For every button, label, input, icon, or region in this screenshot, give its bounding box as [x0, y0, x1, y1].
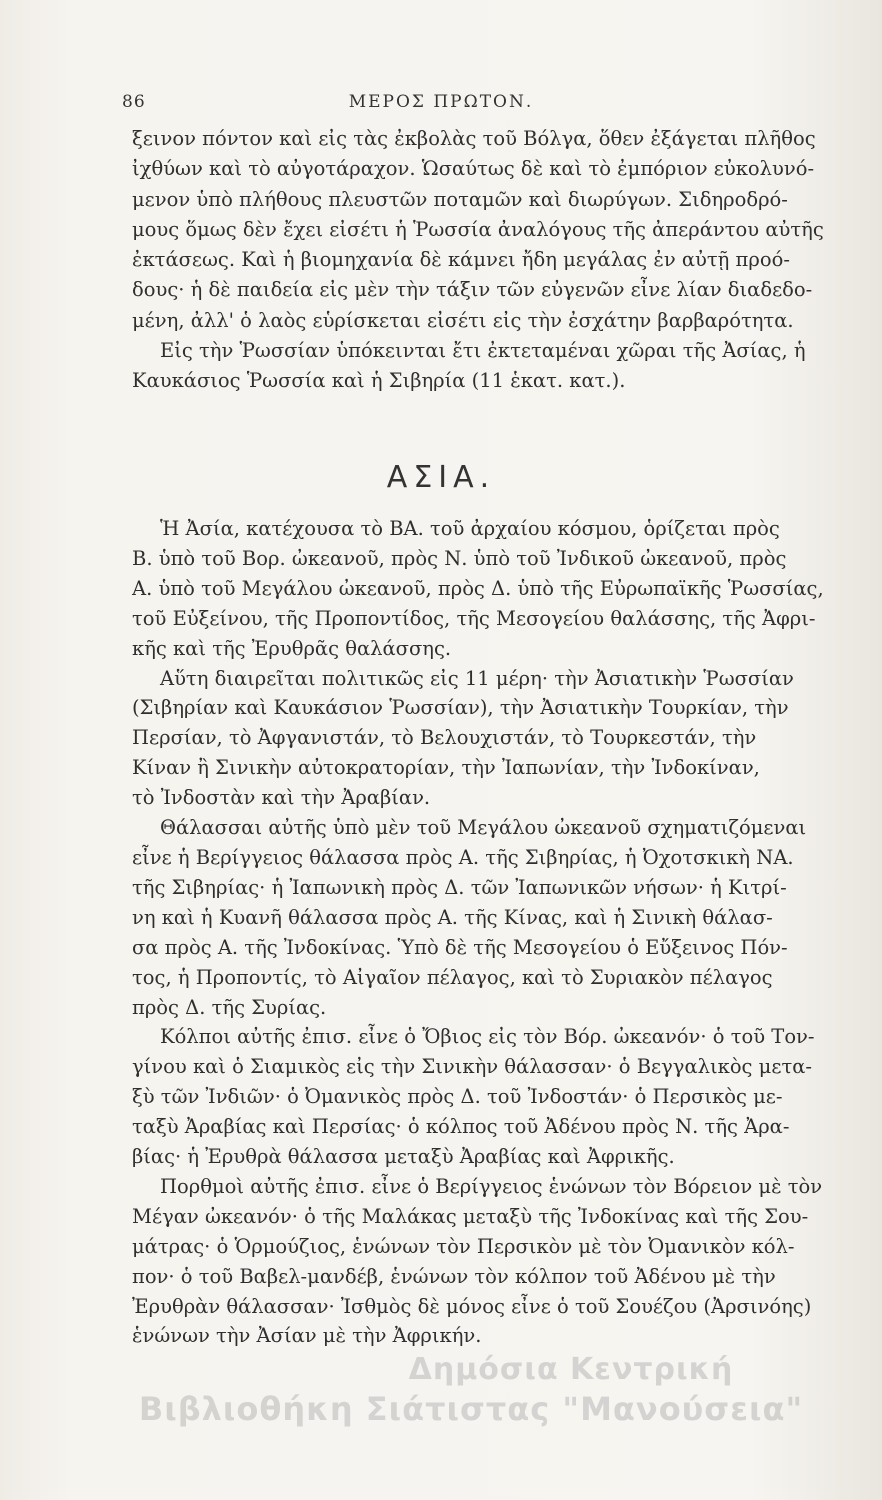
text-line: Πορθμοὶ αὐτῆς ἐπισ. εἶνε ὁ Βερίγγειος ἑνώνων τὸν Βόρειον μὲ τὸν: [160, 1174, 823, 1198]
page-number: 86: [122, 92, 146, 112]
text-line: Περσίαν, τὸ Ἀφγανιστάν, τὸ Βελουχιστάν, τὸ Τουρκεστάν, τὴν: [132, 726, 757, 750]
text-line: ξεινον πόντον καὶ εἰς τὰς ἐκβολὰς τοῦ Βόλγα, ὅθεν ἐξάγεται πλῆθος: [132, 127, 816, 150]
text-line: τος, ἡ Προποντίς, τὸ Αἰγαῖον πέλαγος, καὶ τὸ Συριακὸν πέλαγος: [132, 965, 773, 989]
text-line: Μέγαν ὠκεανόν· ὁ τῆς Μαλάκας μεταξὺ τῆς Ἰνδοκίνας καὶ τῆς Σου-: [132, 1204, 809, 1228]
text-line: εἶνε ἡ Βερίγγειος θάλασσα πρὸς Α. τῆς Σιβηρίας, ἡ Ὀχοτσκικὴ ΝΑ.: [132, 845, 794, 869]
text-line: πρὸς Δ. τῆς Συρίας.: [132, 995, 327, 1019]
text-line: Θάλασσαι αὐτῆς ὑπὸ μὲν τοῦ Μεγάλου ὠκεανοῦ σχηματιζόμεναι: [160, 816, 807, 840]
text-line: πον· ὁ τοῦ Βαβελ-μανδέβ, ἑνώνων τὸν κόλπον τοῦ Ἀδένου μὲ τὴν: [132, 1264, 776, 1288]
text-line: βίας· ἡ Ἐρυθρὰ θάλασσα μεταξὺ Ἀραβίας καὶ Ἀφρικῆς.: [132, 1145, 675, 1169]
text-line: ἑνώνων τὴν Ἀσίαν μὲ τὴν Ἀφρικήν.: [132, 1324, 482, 1348]
text-line: ξὺ τῶν Ἰνδιῶν· ὁ Ὀμανικὸς πρὸς Δ. τοῦ Ἰνδοστάν· ὁ Περσικὸς με-: [132, 1085, 783, 1109]
text-line: Καυκάσιος Ῥωσσία καὶ ἡ Σιβηρία (11 ἑκατ. κατ.).: [132, 369, 626, 393]
text-line: ἰχθύων καὶ τὸ αὐγοτάραχον. Ὡσαύτως δὲ καὶ τὸ ἐμπόριον εὐκολυνό-: [132, 157, 815, 181]
text-line: τῆς Σιβηρίας· ἡ Ἰαπωνικὴ πρὸς Δ. τῶν Ἰαπωνικῶν νήσων· ἡ Κιτρί-: [132, 875, 787, 899]
text-line: Α. ὑπὸ τοῦ Μεγάλου ὠκεανοῦ, πρὸς Δ. ὑπὸ τῆς Εὐρωπαϊκῆς Ῥωσσίας,: [132, 576, 824, 600]
text-line: (Σιβηρίαν καὶ Καυκάσιον Ῥωσσίαν), τὴν Ἀσιατικὴν Τουρκίαν, τὴν: [132, 696, 789, 720]
text-line: Β. ὑπὸ τοῦ Βορ. ὠκεανοῦ, πρὸς Ν. ὑπὸ τοῦ Ἰνδικοῦ ὠκεανοῦ, πρὸς: [132, 546, 787, 570]
text-line: ταξὺ Ἀραβίας καὶ Περσίας· ὁ κόλπος τοῦ Ἀδένου πρὸς Ν. τῆς Ἀρα-: [132, 1115, 790, 1139]
intro-paragraph: [132, 124, 852, 397]
text-line: Ἡ Ἀσία, κατέχουσα τὸ ΒΑ. τοῦ ἀρχαίου κόσμου, ὁρίζεται πρὸς: [160, 517, 780, 540]
text-line: μενον ὑπὸ πλήθους πλευστῶν ποταμῶν καὶ διωρύγων. Σιδηροδρό-: [132, 187, 788, 211]
text-line: δους· ἡ δὲ παιδεία εἰς μὲν τὴν τάξιν τῶν εὐγενῶν εἶνε λίαν διαδεδο-: [132, 278, 813, 302]
running-head: ΜΕΡΟΣ ΠΡΩΤΟΝ.: [348, 92, 534, 112]
text-line: γίνου καὶ ὁ Σιαμικὸς εἰς τὴν Σινικὴν θάλασσαν· ὁ Βεγγαλικὸς μετα-: [132, 1055, 812, 1079]
text-line: σα πρὸς Α. τῆς Ἰνδοκίνας. Ὑπὸ δὲ τῆς Μεσογείου ὁ Εὔξεινος Πόν-: [132, 935, 788, 959]
text-line: Εἰς τὴν Ῥωσσίαν ὑπόκεινται ἔτι ἐκτεταμέναι χῶραι τῆς Ἀσίας, ἡ: [160, 339, 806, 363]
library-watermark-line2: Βιβλιοθήκη Σιάτιστας "Μανούσεια": [138, 1390, 804, 1428]
library-watermark-line1: Δημόσια Κεντρική: [408, 1352, 734, 1387]
text-line: Αὕτη διαιρεῖται πολιτικῶς εἰς 11 μέρη· τὴν Ἀσιατικὴν Ῥωσσίαν: [160, 666, 794, 690]
section-title: ΑΣΙΑ.: [386, 460, 496, 495]
text-line: νη καὶ ἡ Κυανῆ θάλασσα πρὸς Α. τῆς Κίνας, καὶ ἡ Σινικὴ θάλασ-: [132, 905, 773, 929]
text-line: Ἐρυθρὰν θάλασσαν· Ἰσθμὸς δὲ μόνος εἶνε ὁ τοῦ Σουέζου (Ἀρσινόης): [132, 1294, 812, 1318]
text-line: τὸ Ἰνδοστὰν καὶ τὴν Ἀραβίαν.: [132, 786, 431, 810]
text-line: μους ὅμως δὲν ἔχει εἰσέτι ἡ Ῥωσσία ἀναλόγους τῆς ἀπεράντου αὐτῆς: [132, 217, 824, 241]
text-line: ἐκτάσεως. Καὶ ἡ βιομηχανία δὲ κάμνει ἤδη μεγάλας ἐν αὐτῇ προό-: [132, 248, 790, 272]
text-line: κῆς καὶ τῆς Ἐρυθρᾶς θαλάσσης.: [132, 636, 452, 660]
page-header: [118, 92, 764, 122]
text-line: Κόλποι αὐτῆς ἐπισ. εἶνε ὁ Ὄβιος εἰς τὸν Βόρ. ὠκεανόν· ὁ τοῦ Τον-: [160, 1025, 815, 1049]
text-line: τοῦ Εὐξείνου, τῆς Προποντίδος, τῆς Μεσογείου θαλάσσης, τῆς Ἀφρι-: [132, 606, 816, 630]
text-line: μένη, ἀλλ' ὁ λαὸς εὑρίσκεται εἰσέτι εἰς τὴν ἐσχάτην βαρβαρότητα.: [132, 308, 794, 332]
asia-section-body: [132, 514, 852, 1351]
text-line: μάτρας· ὁ Ὁρμούζιος, ἑνώνων τὸν Περσικὸν μὲ τὸν Ὀμανικὸν κόλ-: [132, 1234, 795, 1258]
text-line: Κίναν ἢ Σινικὴν αὐτοκρατορίαν, τὴν Ἰαπωνίαν, τὴν Ἰνδοκίναν,: [132, 756, 760, 780]
